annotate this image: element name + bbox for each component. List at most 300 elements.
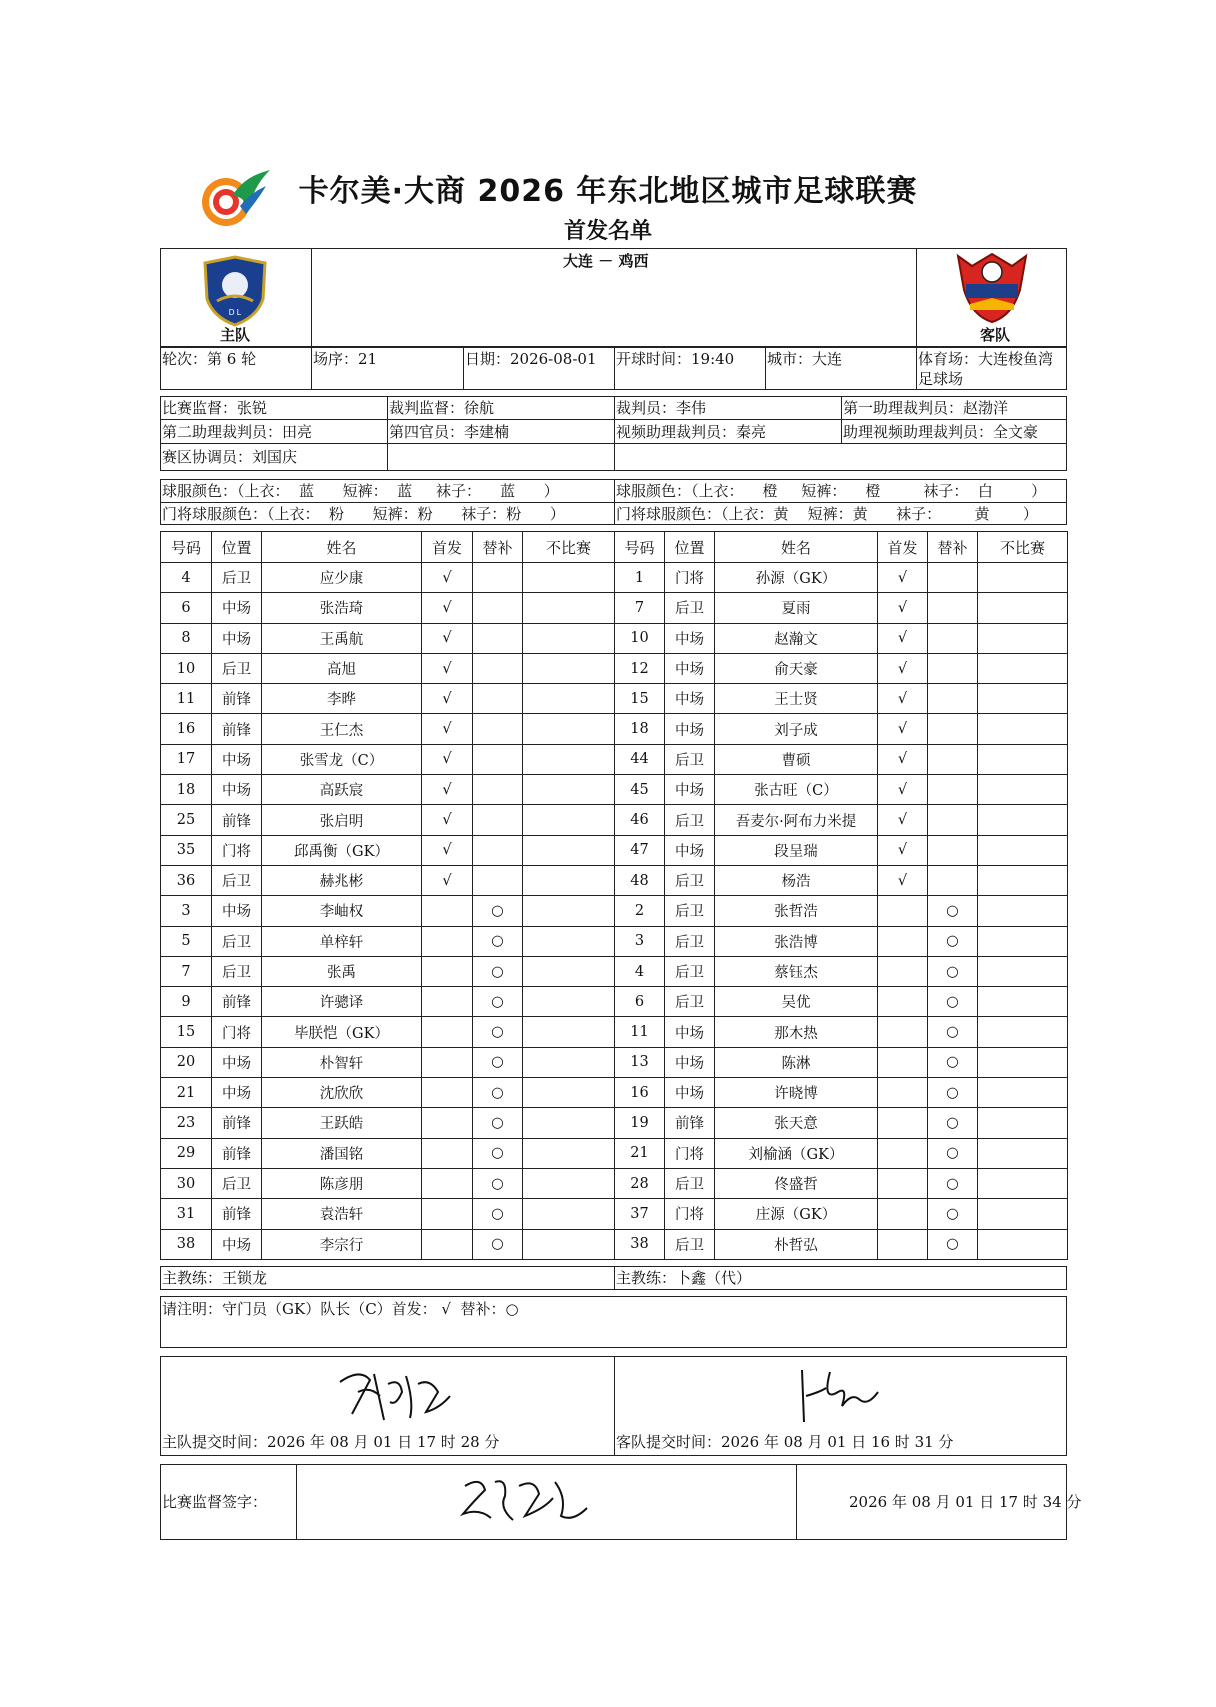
player-position: 中场 — [212, 1078, 262, 1108]
player-position: 前锋 — [665, 1108, 715, 1138]
not-playing-cell — [523, 684, 615, 714]
player-position: 门将 — [665, 1138, 715, 1168]
not-playing-cell — [523, 1168, 615, 1198]
table-row — [615, 1199, 1068, 1229]
not-playing-cell — [523, 593, 615, 623]
not-playing-cell — [978, 926, 1068, 956]
start-mark — [422, 1138, 473, 1168]
sub-mark — [928, 775, 978, 805]
table-header-row — [161, 532, 615, 563]
player-number: 45 — [615, 775, 665, 805]
not-playing-cell — [978, 1199, 1068, 1229]
player-name: 李宗行 — [262, 1229, 422, 1259]
col-sub: 替补 — [473, 532, 523, 563]
player-number: 35 — [161, 835, 212, 865]
table-row — [161, 865, 615, 895]
page-subtitle: 首发名单 — [563, 219, 652, 244]
start-mark: √ — [422, 744, 473, 774]
match-date: 日期：2026-08-01 — [465, 350, 597, 368]
start-mark — [422, 1229, 473, 1259]
player-name: 李晔 — [262, 684, 422, 714]
player-name: 高跃宸 — [262, 775, 422, 805]
player-position: 门将 — [212, 835, 262, 865]
player-name: 蔡钰杰 — [715, 956, 878, 986]
home-coach-signature — [330, 1362, 460, 1428]
player-number: 3 — [615, 926, 665, 956]
player-number: 31 — [161, 1199, 212, 1229]
start-mark — [422, 1017, 473, 1047]
player-position: 门将 — [665, 1199, 715, 1229]
sub-mark — [473, 653, 523, 683]
player-name: 张浩琦 — [262, 593, 422, 623]
table-row — [615, 593, 1068, 623]
not-playing-cell — [978, 1168, 1068, 1198]
player-name: 潘国铭 — [262, 1138, 422, 1168]
player-name: 沈欣欣 — [262, 1078, 422, 1108]
start-mark — [422, 987, 473, 1017]
start-mark — [422, 896, 473, 926]
table-row — [161, 1168, 615, 1198]
start-mark: √ — [878, 563, 928, 593]
player-name: 吾麦尔·阿布力米提 — [715, 805, 878, 835]
not-playing-cell — [523, 956, 615, 986]
table-row — [161, 926, 615, 956]
not-playing-cell — [523, 1078, 615, 1108]
player-position: 前锋 — [212, 1199, 262, 1229]
player-name: 张雪龙（C） — [262, 744, 422, 774]
sub-mark: ○ — [473, 987, 523, 1017]
start-mark — [878, 1138, 928, 1168]
table-row — [615, 1168, 1068, 1198]
player-number: 13 — [615, 1047, 665, 1077]
sub-mark: ○ — [473, 1047, 523, 1077]
sub-mark — [928, 744, 978, 774]
player-number: 38 — [615, 1229, 665, 1259]
away-label: 客队 — [980, 326, 1011, 344]
table-row — [615, 714, 1068, 744]
table-row — [615, 926, 1068, 956]
not-playing-cell — [523, 805, 615, 835]
table-row — [161, 1047, 615, 1077]
not-playing-cell — [523, 1108, 615, 1138]
col-position: 位置 — [665, 532, 715, 563]
player-position: 中场 — [665, 684, 715, 714]
table-row — [615, 896, 1068, 926]
sub-mark: ○ — [473, 1199, 523, 1229]
player-name: 刘子成 — [715, 714, 878, 744]
player-number: 11 — [161, 684, 212, 714]
table-row — [161, 956, 615, 986]
player-number: 16 — [161, 714, 212, 744]
player-name: 段呈瑞 — [715, 835, 878, 865]
round-info: 轮次：第 6 轮 — [162, 350, 257, 368]
sub-mark: ○ — [928, 1199, 978, 1229]
player-number: 15 — [615, 684, 665, 714]
table-row — [161, 563, 615, 593]
start-mark: √ — [878, 775, 928, 805]
player-number: 8 — [161, 623, 212, 653]
table-row — [161, 684, 615, 714]
player-name: 孙源（GK） — [715, 563, 878, 593]
player-position: 后卫 — [212, 956, 262, 986]
player-position: 前锋 — [212, 1108, 262, 1138]
referee-supervisor: 裁判监督：徐航 — [389, 399, 495, 417]
sub-mark: ○ — [928, 1047, 978, 1077]
col-name: 姓名 — [715, 532, 878, 563]
sub-mark: ○ — [928, 1168, 978, 1198]
sub-mark: ○ — [473, 926, 523, 956]
start-mark — [878, 1047, 928, 1077]
start-mark — [422, 1108, 473, 1138]
sub-mark — [928, 865, 978, 895]
player-position: 后卫 — [665, 744, 715, 774]
not-playing-cell — [523, 896, 615, 926]
sub-mark — [473, 865, 523, 895]
player-name: 吴优 — [715, 987, 878, 1017]
home-label: 主队 — [220, 326, 251, 344]
not-playing-cell — [978, 987, 1068, 1017]
not-playing-cell — [978, 563, 1068, 593]
sub-mark — [928, 805, 978, 835]
not-playing-cell — [523, 563, 615, 593]
player-name: 许晓博 — [715, 1078, 878, 1108]
sub-mark — [928, 563, 978, 593]
col-sub: 替补 — [928, 532, 978, 563]
start-mark — [878, 1078, 928, 1108]
not-playing-cell — [978, 1138, 1068, 1168]
sub-mark — [928, 835, 978, 865]
player-position: 中场 — [665, 714, 715, 744]
start-mark: √ — [878, 744, 928, 774]
not-playing-cell — [523, 1017, 615, 1047]
away-gk-kit-colors: 门将球服颜色：（上衣：黄 短裤：黄 袜子： 黄 ） — [616, 505, 1038, 523]
player-position: 中场 — [212, 744, 262, 774]
not-playing-cell — [978, 714, 1068, 744]
sub-mark: ○ — [928, 987, 978, 1017]
start-mark: √ — [878, 653, 928, 683]
start-mark: √ — [422, 805, 473, 835]
player-position: 后卫 — [665, 926, 715, 956]
start-mark: √ — [422, 653, 473, 683]
player-position: 中场 — [665, 775, 715, 805]
page-title: 卡尔美·大商 2026 年东北地区城市足球联赛 — [298, 174, 918, 209]
player-name: 曹硕 — [715, 744, 878, 774]
player-position: 中场 — [665, 1078, 715, 1108]
table-row — [615, 623, 1068, 653]
away-submission-time: 客队提交时间：2026 年 08 月 01 日 16 时 31 分 — [616, 1433, 954, 1451]
player-number: 4 — [615, 956, 665, 986]
player-name: 高旭 — [262, 653, 422, 683]
home-gk-kit-colors: 门将球服颜色：（上衣： 粉 短裤：粉 袜子：粉 ） — [162, 505, 565, 523]
sub-mark: ○ — [473, 956, 523, 986]
player-number: 10 — [615, 623, 665, 653]
col-number: 号码 — [615, 532, 665, 563]
not-playing-cell — [978, 653, 1068, 683]
not-playing-cell — [523, 775, 615, 805]
start-mark: √ — [422, 563, 473, 593]
start-mark: √ — [422, 775, 473, 805]
player-name: 单梓轩 — [262, 926, 422, 956]
table-row — [161, 653, 615, 683]
player-number: 10 — [161, 653, 212, 683]
not-playing-cell — [523, 835, 615, 865]
home-roster-table — [160, 531, 615, 1260]
table-row — [615, 563, 1068, 593]
player-number: 6 — [615, 987, 665, 1017]
player-number: 9 — [161, 987, 212, 1017]
not-playing-cell — [523, 865, 615, 895]
table-row — [615, 1078, 1068, 1108]
table-row — [615, 684, 1068, 714]
player-name: 李岫权 — [262, 896, 422, 926]
start-mark — [422, 1078, 473, 1108]
player-name: 张禹 — [262, 956, 422, 986]
not-playing-cell — [978, 744, 1068, 774]
player-number: 44 — [615, 744, 665, 774]
sub-mark — [473, 805, 523, 835]
player-position: 前锋 — [212, 684, 262, 714]
start-mark: √ — [878, 714, 928, 744]
player-name: 应少康 — [262, 563, 422, 593]
not-playing-cell — [978, 956, 1068, 986]
col-position: 位置 — [212, 532, 262, 563]
col-start: 首发 — [422, 532, 473, 563]
player-position: 中场 — [665, 653, 715, 683]
table-row — [615, 805, 1068, 835]
not-playing-cell — [978, 1047, 1068, 1077]
not-playing-cell — [978, 1078, 1068, 1108]
start-mark: √ — [422, 835, 473, 865]
sub-mark — [473, 714, 523, 744]
start-mark — [878, 1199, 928, 1229]
sub-mark: ○ — [473, 1078, 523, 1108]
table-row — [615, 775, 1068, 805]
not-playing-cell — [523, 926, 615, 956]
sub-mark — [473, 835, 523, 865]
venue-coordinator: 赛区协调员：刘国庆 — [162, 448, 298, 466]
not-playing-cell — [978, 593, 1068, 623]
sub-mark — [473, 775, 523, 805]
table-row — [615, 1138, 1068, 1168]
sub-mark: ○ — [473, 1017, 523, 1047]
player-number: 19 — [615, 1108, 665, 1138]
not-playing-cell — [978, 805, 1068, 835]
start-mark — [878, 1168, 928, 1198]
assistant-referee-2: 第二助理裁判员：田亮 — [162, 423, 313, 441]
player-position: 中场 — [665, 623, 715, 653]
player-position: 后卫 — [665, 956, 715, 986]
player-position: 后卫 — [665, 805, 715, 835]
player-number: 21 — [615, 1138, 665, 1168]
player-number: 6 — [161, 593, 212, 623]
player-name: 许骢译 — [262, 987, 422, 1017]
home-kit-colors: 球服颜色：（上衣： 蓝 短裤： 蓝 袜子： 蓝 ） — [162, 482, 559, 500]
player-position: 中场 — [212, 623, 262, 653]
col-not-playing: 不比赛 — [523, 532, 615, 563]
kickoff-time: 开球时间：19:40 — [616, 350, 735, 368]
table-header-row — [615, 532, 1068, 563]
player-position: 前锋 — [212, 805, 262, 835]
player-position: 中场 — [212, 1229, 262, 1259]
sub-mark: ○ — [473, 1229, 523, 1259]
player-position: 前锋 — [212, 714, 262, 744]
sub-mark — [473, 744, 523, 774]
player-number: 2 — [615, 896, 665, 926]
start-mark — [878, 896, 928, 926]
player-position: 后卫 — [665, 865, 715, 895]
player-position: 中场 — [212, 775, 262, 805]
player-number: 4 — [161, 563, 212, 593]
not-playing-cell — [978, 775, 1068, 805]
player-position: 后卫 — [665, 896, 715, 926]
player-position: 后卫 — [665, 1229, 715, 1259]
player-number: 3 — [161, 896, 212, 926]
sub-mark: ○ — [928, 1078, 978, 1108]
player-name: 赫兆彬 — [262, 865, 422, 895]
sub-mark: ○ — [928, 896, 978, 926]
player-number: 15 — [161, 1017, 212, 1047]
player-position: 后卫 — [665, 987, 715, 1017]
venue-line1: 体育场：大连梭鱼湾 — [918, 350, 1054, 368]
assistant-referee-1: 第一助理裁判员：赵渤洋 — [843, 399, 1009, 417]
away-kit-colors: 球服颜色：（上衣： 橙 短裤： 橙 袜子： 白 ） — [616, 482, 1047, 500]
table-row — [161, 805, 615, 835]
sub-mark: ○ — [928, 1108, 978, 1138]
player-position: 后卫 — [212, 563, 262, 593]
not-playing-cell — [978, 1108, 1068, 1138]
start-mark — [422, 1047, 473, 1077]
sub-mark: ○ — [928, 1138, 978, 1168]
player-name: 张浩博 — [715, 926, 878, 956]
player-position: 中场 — [212, 896, 262, 926]
away-coach: 主教练：卜鑫（代） — [616, 1269, 752, 1287]
start-mark: √ — [878, 805, 928, 835]
table-row — [615, 1047, 1068, 1077]
player-name: 毕朕恺（GK） — [262, 1017, 422, 1047]
player-number: 17 — [161, 744, 212, 774]
player-name: 张天意 — [715, 1108, 878, 1138]
player-name: 俞天豪 — [715, 653, 878, 683]
start-mark — [878, 1108, 928, 1138]
sub-mark: ○ — [473, 896, 523, 926]
start-mark: √ — [422, 684, 473, 714]
table-row — [161, 775, 615, 805]
not-playing-cell — [523, 1199, 615, 1229]
table-row — [161, 1078, 615, 1108]
player-name: 张哲浩 — [715, 896, 878, 926]
table-row — [615, 865, 1068, 895]
city: 城市：大连 — [767, 350, 843, 368]
supervisor-signature — [455, 1468, 595, 1534]
svg-text:D L: D L — [228, 308, 242, 317]
col-number: 号码 — [161, 532, 212, 563]
not-playing-cell — [978, 835, 1068, 865]
table-row — [161, 1017, 615, 1047]
not-playing-cell — [523, 714, 615, 744]
table-row — [161, 593, 615, 623]
player-number: 37 — [615, 1199, 665, 1229]
col-not-playing: 不比赛 — [978, 532, 1068, 563]
referee: 裁判员：李伟 — [616, 399, 707, 417]
table-row — [161, 1138, 615, 1168]
player-number: 28 — [615, 1168, 665, 1198]
table-row — [161, 896, 615, 926]
player-number: 5 — [161, 926, 212, 956]
player-position: 前锋 — [212, 987, 262, 1017]
not-playing-cell — [523, 744, 615, 774]
table-row — [161, 1199, 615, 1229]
player-number: 30 — [161, 1168, 212, 1198]
table-row — [615, 987, 1068, 1017]
player-position: 后卫 — [212, 653, 262, 683]
player-position: 门将 — [212, 1017, 262, 1047]
table-row — [615, 1229, 1068, 1259]
table-row — [615, 744, 1068, 774]
venue-line2: 足球场 — [918, 370, 964, 388]
start-mark — [878, 987, 928, 1017]
player-number: 46 — [615, 805, 665, 835]
match-number: 场序：21 — [313, 350, 378, 368]
player-position: 后卫 — [665, 593, 715, 623]
table-row — [615, 1017, 1068, 1047]
not-playing-cell — [523, 1229, 615, 1259]
start-mark: √ — [878, 593, 928, 623]
player-name: 张古旺（C） — [715, 775, 878, 805]
sub-mark — [928, 684, 978, 714]
sub-mark — [473, 684, 523, 714]
start-mark: √ — [422, 865, 473, 895]
supervisor-sign-time: 2026 年 08 月 01 日 17 时 34 分 — [849, 1493, 1082, 1511]
player-number: 12 — [615, 653, 665, 683]
home-coach: 主教练：王锁龙 — [162, 1269, 268, 1287]
sub-mark: ○ — [928, 926, 978, 956]
sub-mark: ○ — [473, 1168, 523, 1198]
sub-mark: ○ — [928, 1229, 978, 1259]
player-position: 后卫 — [212, 926, 262, 956]
away-roster-table — [614, 531, 1068, 1260]
player-number: 36 — [161, 865, 212, 895]
start-mark: √ — [422, 593, 473, 623]
start-mark: √ — [422, 623, 473, 653]
start-mark: √ — [878, 623, 928, 653]
match-supervisor: 比赛监督：张锐 — [162, 399, 268, 417]
player-name: 佟盛哲 — [715, 1168, 878, 1198]
player-position: 中场 — [665, 1047, 715, 1077]
start-mark — [878, 1017, 928, 1047]
video-assistant-referee: 视频助理裁判员：秦亮 — [616, 423, 767, 441]
player-position: 后卫 — [212, 1168, 262, 1198]
start-mark — [878, 956, 928, 986]
sub-mark — [928, 623, 978, 653]
player-position: 中场 — [212, 1047, 262, 1077]
table-row — [161, 744, 615, 774]
player-position: 门将 — [665, 563, 715, 593]
home-team-logo — [197, 255, 273, 327]
sub-mark: ○ — [928, 956, 978, 986]
player-name: 赵瀚文 — [715, 623, 878, 653]
player-name: 袁浩轩 — [262, 1199, 422, 1229]
start-mark: √ — [878, 865, 928, 895]
player-name: 陈彦朋 — [262, 1168, 422, 1198]
player-number: 29 — [161, 1138, 212, 1168]
start-mark — [422, 956, 473, 986]
not-playing-cell — [978, 1017, 1068, 1047]
player-position: 前锋 — [212, 1138, 262, 1168]
not-playing-cell — [523, 1138, 615, 1168]
sub-mark: ○ — [473, 1108, 523, 1138]
player-name: 陈淋 — [715, 1047, 878, 1077]
player-number: 11 — [615, 1017, 665, 1047]
